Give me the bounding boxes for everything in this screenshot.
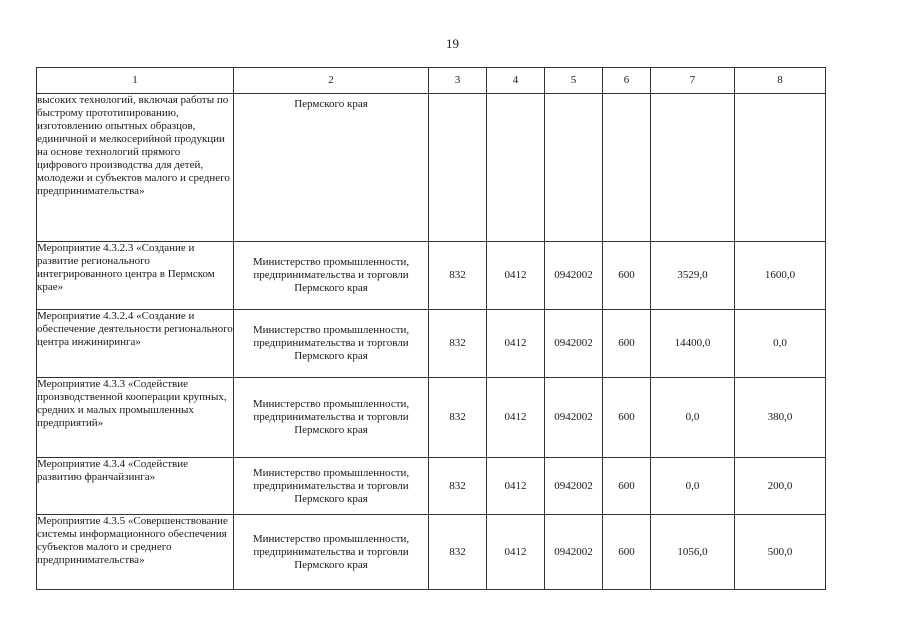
measure-name-cell: высоких технологий, включая работы по быстрому прототипированию, изготовлению опытных образцов, единичной и мелкосерийной продукции на основе технологий прямого цифрового производства для детей, молодежи и субъектов малого и среднего предпринимательства»	[37, 94, 234, 242]
executor-cell: Министерство промышленности, предпринимательства и торговли Пермского края	[234, 310, 429, 378]
column-header: 4	[487, 68, 545, 94]
value-cell: 3529,0	[651, 242, 735, 310]
table-row	[37, 378, 826, 458]
value-cell: 832	[429, 242, 487, 310]
value-cell: 0412	[487, 378, 545, 458]
value-cell: 200,0	[735, 458, 826, 515]
value-cell: 832	[429, 378, 487, 458]
table-row	[37, 310, 826, 378]
executor-cell: Министерство промышленности, предпринимательства и торговли Пермского края	[234, 458, 429, 515]
value-cell: 0412	[487, 310, 545, 378]
table-row	[37, 94, 826, 242]
value-cell: 0412	[487, 242, 545, 310]
value-cell: 832	[429, 310, 487, 378]
value-cell: 0412	[487, 515, 545, 590]
executor-cell: Министерство промышленности, предпринимательства и торговли Пермского края	[234, 242, 429, 310]
value-cell: 0412	[487, 458, 545, 515]
value-cell: 1056,0	[651, 515, 735, 590]
value-cell: 1600,0	[735, 242, 826, 310]
value-cell: 600	[603, 242, 651, 310]
budget-table	[36, 67, 826, 590]
value-cell: 0942002	[545, 378, 603, 458]
value-cell: 600	[603, 458, 651, 515]
value-cell	[545, 94, 603, 242]
value-cell: 0,0	[651, 458, 735, 515]
value-cell	[735, 94, 826, 242]
column-header: 5	[545, 68, 603, 94]
value-cell: 0942002	[545, 515, 603, 590]
value-cell: 0,0	[651, 378, 735, 458]
executor-cell: Министерство промышленности, предпринимательства и торговли Пермского края	[234, 378, 429, 458]
column-header: 6	[603, 68, 651, 94]
value-cell: 832	[429, 515, 487, 590]
measure-name-cell: Мероприятие 4.3.2.3 «Создание и развитие регионального интегрированного центра в Пермском крае»	[37, 242, 234, 310]
measure-name-cell: Мероприятие 4.3.4 «Содействие развитию франчайзинга»	[37, 458, 234, 515]
value-cell: 0942002	[545, 310, 603, 378]
value-cell: 600	[603, 515, 651, 590]
column-header: 8	[735, 68, 826, 94]
executor-cell: Министерство промышленности, предпринимательства и торговли Пермского края	[234, 515, 429, 590]
table-row	[37, 515, 826, 590]
value-cell: 600	[603, 310, 651, 378]
table-row	[37, 458, 826, 515]
value-cell	[603, 94, 651, 242]
measure-name-cell: Мероприятие 4.3.3 «Содействие производственной кооперации крупных, средних и малых промышленных предприятий»	[37, 378, 234, 458]
value-cell: 600	[603, 378, 651, 458]
value-cell: 380,0	[735, 378, 826, 458]
measure-name-cell: Мероприятие 4.3.5 «Совершенствование системы информационного обеспечения субъектов малого и среднего предпринимательства»	[37, 515, 234, 590]
column-header: 7	[651, 68, 735, 94]
table-row	[37, 242, 826, 310]
value-cell	[651, 94, 735, 242]
column-header: 2	[234, 68, 429, 94]
value-cell	[429, 94, 487, 242]
executor-cell: Пермского края	[234, 94, 429, 242]
value-cell: 0942002	[545, 458, 603, 515]
value-cell	[487, 94, 545, 242]
value-cell: 832	[429, 458, 487, 515]
column-header: 3	[429, 68, 487, 94]
value-cell: 0942002	[545, 242, 603, 310]
page-number: 19	[446, 36, 459, 51]
measure-name-cell: Мероприятие 4.3.2.4 «Создание и обеспечение деятельности регионального центра инжиниринга»	[37, 310, 234, 378]
value-cell: 0,0	[735, 310, 826, 378]
value-cell: 500,0	[735, 515, 826, 590]
value-cell: 14400,0	[651, 310, 735, 378]
header-row	[37, 68, 826, 94]
column-header: 1	[37, 68, 234, 94]
